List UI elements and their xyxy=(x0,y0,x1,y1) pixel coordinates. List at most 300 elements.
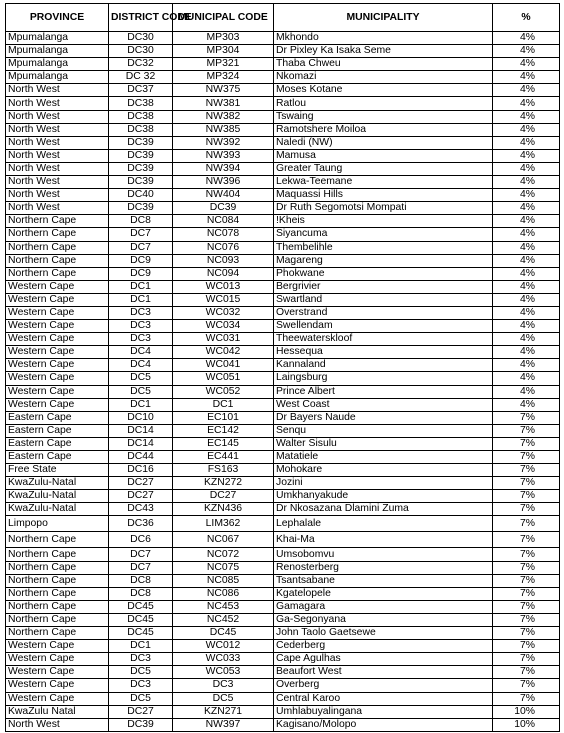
percent-cell: 7% xyxy=(493,424,560,437)
municipal-code-cell: NW393 xyxy=(173,149,274,162)
percent-cell: 10% xyxy=(493,705,560,718)
district-code-cell: DC3 xyxy=(109,306,173,319)
table-row xyxy=(6,372,560,385)
municipality-cell: Moses Kotane xyxy=(274,84,493,97)
table-row xyxy=(6,110,560,123)
table-row xyxy=(6,600,560,613)
province-cell: Western Cape xyxy=(6,679,109,692)
province-cell: Eastern Cape xyxy=(6,451,109,464)
district-code-cell: DC1 xyxy=(109,293,173,306)
table-row xyxy=(6,136,560,149)
municipal-code-cell: EC101 xyxy=(173,411,274,424)
municipal-code-cell: FS163 xyxy=(173,464,274,477)
percent-cell: 4% xyxy=(493,333,560,346)
table-row xyxy=(6,359,560,372)
municipality-cell: Naledi (NW) xyxy=(274,136,493,149)
percent-cell: 7% xyxy=(493,653,560,666)
municipal-code-cell: KZN436 xyxy=(173,503,274,516)
table-row xyxy=(6,306,560,319)
municipality-cell: Tswaing xyxy=(274,110,493,123)
province-cell: Western Cape xyxy=(6,666,109,679)
district-code-cell: DC5 xyxy=(109,372,173,385)
percent-cell: 7% xyxy=(493,679,560,692)
province-cell: Northern Cape xyxy=(6,548,109,561)
percent-cell: 4% xyxy=(493,202,560,215)
district-code-cell: DC38 xyxy=(109,110,173,123)
municipal-code-cell: NW392 xyxy=(173,136,274,149)
percent-cell: 4% xyxy=(493,84,560,97)
table-row xyxy=(6,424,560,437)
province-cell: Northern Cape xyxy=(6,600,109,613)
percent-cell: 7% xyxy=(493,548,560,561)
district-code-cell: DC 32 xyxy=(109,71,173,84)
province-cell: Mpumalanga xyxy=(6,71,109,84)
percent-cell: 7% xyxy=(493,411,560,424)
municipality-cell: Ratlou xyxy=(274,97,493,110)
header-municipal-code: MUNICIPAL CODE xyxy=(173,4,274,32)
municipal-code-cell: WC051 xyxy=(173,372,274,385)
municipality-cell: Bergrivier xyxy=(274,280,493,293)
percent-cell: 4% xyxy=(493,149,560,162)
municipality-cell: Khai-Ma xyxy=(274,532,493,548)
municipal-code-cell: DC5 xyxy=(173,692,274,705)
table-row xyxy=(6,84,560,97)
province-cell: KwaZulu-Natal xyxy=(6,490,109,503)
municipal-code-cell: NW397 xyxy=(173,718,274,731)
percent-cell: 4% xyxy=(493,267,560,280)
table-row xyxy=(6,320,560,333)
municipal-code-cell: NC075 xyxy=(173,561,274,574)
province-cell: Northern Cape xyxy=(6,561,109,574)
municipal-code-cell: WC052 xyxy=(173,385,274,398)
district-code-cell: DC39 xyxy=(109,149,173,162)
municipal-code-cell: NC076 xyxy=(173,241,274,254)
district-code-cell: DC1 xyxy=(109,640,173,653)
district-code-cell: DC39 xyxy=(109,718,173,731)
municipality-cell: Greater Taung xyxy=(274,162,493,175)
table-row xyxy=(6,176,560,189)
municipal-code-cell: WC031 xyxy=(173,333,274,346)
province-cell: North West xyxy=(6,84,109,97)
municipal-code-cell: WC042 xyxy=(173,346,274,359)
municipal-code-cell: NC093 xyxy=(173,254,274,267)
municipal-code-cell: NC452 xyxy=(173,613,274,626)
municipality-cell: Dr Nkosazana Dlamini Zuma xyxy=(274,503,493,516)
municipality-cell: Mamusa xyxy=(274,149,493,162)
municipality-cell: Dr Pixley Ka Isaka Seme xyxy=(274,45,493,58)
district-code-cell: DC38 xyxy=(109,97,173,110)
header-municipality: MUNICIPALITY xyxy=(274,4,493,32)
municipality-cell: Lephalale xyxy=(274,516,493,532)
table-row xyxy=(6,451,560,464)
percent-cell: 4% xyxy=(493,71,560,84)
municipality-cell: Umsobomvu xyxy=(274,548,493,561)
municipality-cell: Magareng xyxy=(274,254,493,267)
header-percent: % xyxy=(493,4,560,32)
municipality-cell: Hessequa xyxy=(274,346,493,359)
district-code-cell: DC6 xyxy=(109,532,173,548)
province-cell: Eastern Cape xyxy=(6,411,109,424)
percent-cell: 4% xyxy=(493,97,560,110)
municipality-cell: Phokwane xyxy=(274,267,493,280)
table-row xyxy=(6,267,560,280)
percent-cell: 4% xyxy=(493,293,560,306)
municipal-code-cell: EC441 xyxy=(173,451,274,464)
municipal-code-cell: NW404 xyxy=(173,189,274,202)
province-cell: Northern Cape xyxy=(6,228,109,241)
province-cell: North West xyxy=(6,136,109,149)
province-cell: Mpumalanga xyxy=(6,32,109,45)
province-cell: Western Cape xyxy=(6,333,109,346)
municipal-code-cell: WC032 xyxy=(173,306,274,319)
province-cell: Western Cape xyxy=(6,385,109,398)
province-cell: Western Cape xyxy=(6,640,109,653)
province-cell: Mpumalanga xyxy=(6,58,109,71)
municipality-cell: Laingsburg xyxy=(274,372,493,385)
district-code-cell: DC5 xyxy=(109,692,173,705)
municipal-code-cell: NC453 xyxy=(173,600,274,613)
municipality-cell: Mohokare xyxy=(274,464,493,477)
percent-cell: 4% xyxy=(493,162,560,175)
district-code-cell: DC39 xyxy=(109,202,173,215)
province-cell: Northern Cape xyxy=(6,613,109,626)
municipality-cell: West Coast xyxy=(274,398,493,411)
province-cell: Western Cape xyxy=(6,306,109,319)
district-code-cell: DC44 xyxy=(109,451,173,464)
percent-cell: 4% xyxy=(493,215,560,228)
municipality-cell: Overberg xyxy=(274,679,493,692)
municipal-code-cell: DC39 xyxy=(173,202,274,215)
percent-cell: 4% xyxy=(493,254,560,267)
province-cell: Northern Cape xyxy=(6,532,109,548)
municipal-code-cell: NC084 xyxy=(173,215,274,228)
district-code-cell: DC45 xyxy=(109,627,173,640)
municipal-code-cell: DC1 xyxy=(173,398,274,411)
district-code-cell: DC45 xyxy=(109,600,173,613)
province-cell: KwaZulu-Natal xyxy=(6,477,109,490)
municipal-code-cell: MP324 xyxy=(173,71,274,84)
province-cell: Eastern Cape xyxy=(6,437,109,450)
municipal-code-cell: DC45 xyxy=(173,627,274,640)
percent-cell: 7% xyxy=(493,640,560,653)
municipal-code-cell: WC012 xyxy=(173,640,274,653)
municipality-cell: Cape Agulhas xyxy=(274,653,493,666)
province-cell: Northern Cape xyxy=(6,215,109,228)
percent-cell: 4% xyxy=(493,189,560,202)
percent-cell: 4% xyxy=(493,228,560,241)
percent-cell: 7% xyxy=(493,561,560,574)
table-row xyxy=(6,215,560,228)
district-code-cell: DC38 xyxy=(109,123,173,136)
table-row xyxy=(6,293,560,306)
municipality-cell: Nkomazi xyxy=(274,71,493,84)
district-code-cell: DC7 xyxy=(109,241,173,254)
district-code-cell: DC43 xyxy=(109,503,173,516)
municipality-cell: Senqu xyxy=(274,424,493,437)
percent-cell: 7% xyxy=(493,613,560,626)
table-header xyxy=(6,4,560,32)
percent-cell: 7% xyxy=(493,490,560,503)
table-row xyxy=(6,228,560,241)
province-cell: Western Cape xyxy=(6,692,109,705)
table-row xyxy=(6,97,560,110)
province-cell: Northern Cape xyxy=(6,587,109,600)
municipality-cell: Theewaterskloof xyxy=(274,333,493,346)
municipal-code-cell: MP321 xyxy=(173,58,274,71)
province-cell: Western Cape xyxy=(6,398,109,411)
municipal-code-cell: MP303 xyxy=(173,32,274,45)
municipal-code-cell: WC013 xyxy=(173,280,274,293)
percent-cell: 4% xyxy=(493,241,560,254)
table-row xyxy=(6,627,560,640)
district-code-cell: DC27 xyxy=(109,705,173,718)
district-code-cell: DC39 xyxy=(109,176,173,189)
header-province: PROVINCE xyxy=(6,4,109,32)
table-row xyxy=(6,398,560,411)
province-cell: Northern Cape xyxy=(6,241,109,254)
percent-cell: 7% xyxy=(493,516,560,532)
table-row xyxy=(6,653,560,666)
table-row xyxy=(6,679,560,692)
municipality-cell: Mkhondo xyxy=(274,32,493,45)
table-row xyxy=(6,123,560,136)
table-row xyxy=(6,385,560,398)
municipal-code-cell: LIM362 xyxy=(173,516,274,532)
percent-cell: 7% xyxy=(493,692,560,705)
district-code-cell: DC8 xyxy=(109,215,173,228)
municipal-code-cell: NC067 xyxy=(173,532,274,548)
percent-cell: 4% xyxy=(493,32,560,45)
percent-cell: 7% xyxy=(493,464,560,477)
district-code-cell: DC16 xyxy=(109,464,173,477)
municipal-code-cell: NC086 xyxy=(173,587,274,600)
district-code-cell: DC8 xyxy=(109,587,173,600)
province-cell: Northern Cape xyxy=(6,254,109,267)
municipality-cell: Ga-Segonyana xyxy=(274,613,493,626)
percent-cell: 4% xyxy=(493,45,560,58)
province-cell: Western Cape xyxy=(6,359,109,372)
percent-cell: 7% xyxy=(493,477,560,490)
municipality-cell: Kagisano/Molopo xyxy=(274,718,493,731)
municipality-cell: Tsantsabane xyxy=(274,574,493,587)
table-row xyxy=(6,548,560,561)
district-code-cell: DC30 xyxy=(109,45,173,58)
table-row xyxy=(6,58,560,71)
municipality-cell: Walter Sisulu xyxy=(274,437,493,450)
district-code-cell: DC37 xyxy=(109,84,173,97)
municipal-code-cell: DC3 xyxy=(173,679,274,692)
municipality-cell: Umkhanyakude xyxy=(274,490,493,503)
district-code-cell: DC1 xyxy=(109,280,173,293)
table-row xyxy=(6,411,560,424)
province-cell: KwaZulu Natal xyxy=(6,705,109,718)
district-code-cell: DC14 xyxy=(109,424,173,437)
municipal-code-cell: NW394 xyxy=(173,162,274,175)
table-body xyxy=(6,32,560,732)
province-cell: North West xyxy=(6,123,109,136)
province-cell: Western Cape xyxy=(6,280,109,293)
municipal-code-cell: EC145 xyxy=(173,437,274,450)
table-row xyxy=(6,437,560,450)
province-cell: Free State xyxy=(6,464,109,477)
percent-cell: 4% xyxy=(493,346,560,359)
municipal-code-cell: WC033 xyxy=(173,653,274,666)
municipal-code-cell: MP304 xyxy=(173,45,274,58)
table-row xyxy=(6,561,560,574)
municipal-code-cell: NW396 xyxy=(173,176,274,189)
municipal-code-cell: NW382 xyxy=(173,110,274,123)
province-cell: Limpopo xyxy=(6,516,109,532)
municipality-cell: Renosterberg xyxy=(274,561,493,574)
province-cell: North West xyxy=(6,189,109,202)
district-code-cell: DC1 xyxy=(109,398,173,411)
district-code-cell: DC30 xyxy=(109,32,173,45)
percent-cell: 7% xyxy=(493,532,560,548)
province-cell: North West xyxy=(6,176,109,189)
municipal-code-cell: KZN272 xyxy=(173,477,274,490)
municipal-code-cell: WC053 xyxy=(173,666,274,679)
percent-cell: 4% xyxy=(493,110,560,123)
table-row xyxy=(6,692,560,705)
municipal-code-cell: NW381 xyxy=(173,97,274,110)
province-cell: Western Cape xyxy=(6,653,109,666)
percent-cell: 4% xyxy=(493,176,560,189)
municipality-cell: Kgatelopele xyxy=(274,587,493,600)
percent-cell: 7% xyxy=(493,574,560,587)
table-row xyxy=(6,162,560,175)
municipality-cell: Matatiele xyxy=(274,451,493,464)
municipality-cell: !Kheis xyxy=(274,215,493,228)
header-row xyxy=(6,4,560,32)
municipal-code-cell: NC085 xyxy=(173,574,274,587)
table-row xyxy=(6,189,560,202)
municipality-cell: Swellendam xyxy=(274,320,493,333)
table-row xyxy=(6,71,560,84)
table-row xyxy=(6,666,560,679)
province-cell: North West xyxy=(6,110,109,123)
municipality-cell: Swartland xyxy=(274,293,493,306)
percent-cell: 7% xyxy=(493,666,560,679)
table-row xyxy=(6,333,560,346)
municipality-cell: Kannaland xyxy=(274,359,493,372)
municipality-cell: John Taolo Gaetsewe xyxy=(274,627,493,640)
municipality-cell: Thembelihle xyxy=(274,241,493,254)
table-row xyxy=(6,32,560,45)
district-code-cell: DC3 xyxy=(109,333,173,346)
percent-cell: 4% xyxy=(493,306,560,319)
district-code-cell: DC39 xyxy=(109,162,173,175)
district-code-cell: DC4 xyxy=(109,346,173,359)
percent-cell: 7% xyxy=(493,627,560,640)
municipality-cell: Gamagara xyxy=(274,600,493,613)
table-row xyxy=(6,254,560,267)
province-cell: Western Cape xyxy=(6,346,109,359)
percent-cell: 4% xyxy=(493,136,560,149)
district-code-cell: DC9 xyxy=(109,254,173,267)
municipality-cell: Thaba Chweu xyxy=(274,58,493,71)
table-row xyxy=(6,587,560,600)
header-district-code: DISTRICT CODE xyxy=(109,4,173,32)
district-code-cell: DC5 xyxy=(109,666,173,679)
municipal-code-cell: NC094 xyxy=(173,267,274,280)
district-code-cell: DC5 xyxy=(109,385,173,398)
district-code-cell: DC7 xyxy=(109,548,173,561)
district-code-cell: DC45 xyxy=(109,613,173,626)
municipality-cell: Dr Bayers Naude xyxy=(274,411,493,424)
table-row xyxy=(6,516,560,532)
table-row xyxy=(6,45,560,58)
municipal-code-cell: KZN271 xyxy=(173,705,274,718)
percent-cell: 4% xyxy=(493,58,560,71)
municipality-cell: Overstrand xyxy=(274,306,493,319)
table-row xyxy=(6,574,560,587)
province-cell: Northern Cape xyxy=(6,627,109,640)
percent-cell: 7% xyxy=(493,451,560,464)
percent-cell: 4% xyxy=(493,123,560,136)
municipality-cell: Lekwa-Teemane xyxy=(274,176,493,189)
province-cell: Western Cape xyxy=(6,320,109,333)
municipality-allocation-table xyxy=(5,3,560,732)
district-code-cell: DC7 xyxy=(109,228,173,241)
table-row xyxy=(6,705,560,718)
district-code-cell: DC40 xyxy=(109,189,173,202)
district-code-cell: DC3 xyxy=(109,320,173,333)
municipal-code-cell: NW385 xyxy=(173,123,274,136)
table-row xyxy=(6,490,560,503)
table-row xyxy=(6,503,560,516)
province-cell: Western Cape xyxy=(6,293,109,306)
table-row xyxy=(6,477,560,490)
percent-cell: 4% xyxy=(493,320,560,333)
district-code-cell: DC3 xyxy=(109,653,173,666)
province-cell: Western Cape xyxy=(6,372,109,385)
percent-cell: 4% xyxy=(493,280,560,293)
percent-cell: 7% xyxy=(493,437,560,450)
municipal-code-cell: WC015 xyxy=(173,293,274,306)
district-code-cell: DC27 xyxy=(109,477,173,490)
province-cell: North West xyxy=(6,202,109,215)
percent-cell: 4% xyxy=(493,359,560,372)
province-cell: North West xyxy=(6,97,109,110)
table-row xyxy=(6,202,560,215)
province-cell: Mpumalanga xyxy=(6,45,109,58)
district-code-cell: DC7 xyxy=(109,561,173,574)
municipality-cell: Prince Albert xyxy=(274,385,493,398)
percent-cell: 4% xyxy=(493,372,560,385)
percent-cell: 7% xyxy=(493,600,560,613)
municipal-code-cell: DC27 xyxy=(173,490,274,503)
percent-cell: 7% xyxy=(493,503,560,516)
district-code-cell: DC32 xyxy=(109,58,173,71)
table-row xyxy=(6,280,560,293)
municipality-cell: Cederberg xyxy=(274,640,493,653)
percent-cell: 4% xyxy=(493,385,560,398)
province-cell: Northern Cape xyxy=(6,574,109,587)
municipality-cell: Dr Ruth Segomotsi Mompati xyxy=(274,202,493,215)
district-code-cell: DC39 xyxy=(109,136,173,149)
municipality-cell: Jozini xyxy=(274,477,493,490)
table-row xyxy=(6,346,560,359)
district-code-cell: DC14 xyxy=(109,437,173,450)
table-row xyxy=(6,640,560,653)
municipality-cell: Umhlabuyalingana xyxy=(274,705,493,718)
district-code-cell: DC10 xyxy=(109,411,173,424)
municipal-code-cell: EC142 xyxy=(173,424,274,437)
municipality-cell: Ramotshere Moiloa xyxy=(274,123,493,136)
municipal-code-cell: NC078 xyxy=(173,228,274,241)
district-code-cell: DC9 xyxy=(109,267,173,280)
municipal-code-cell: WC034 xyxy=(173,320,274,333)
